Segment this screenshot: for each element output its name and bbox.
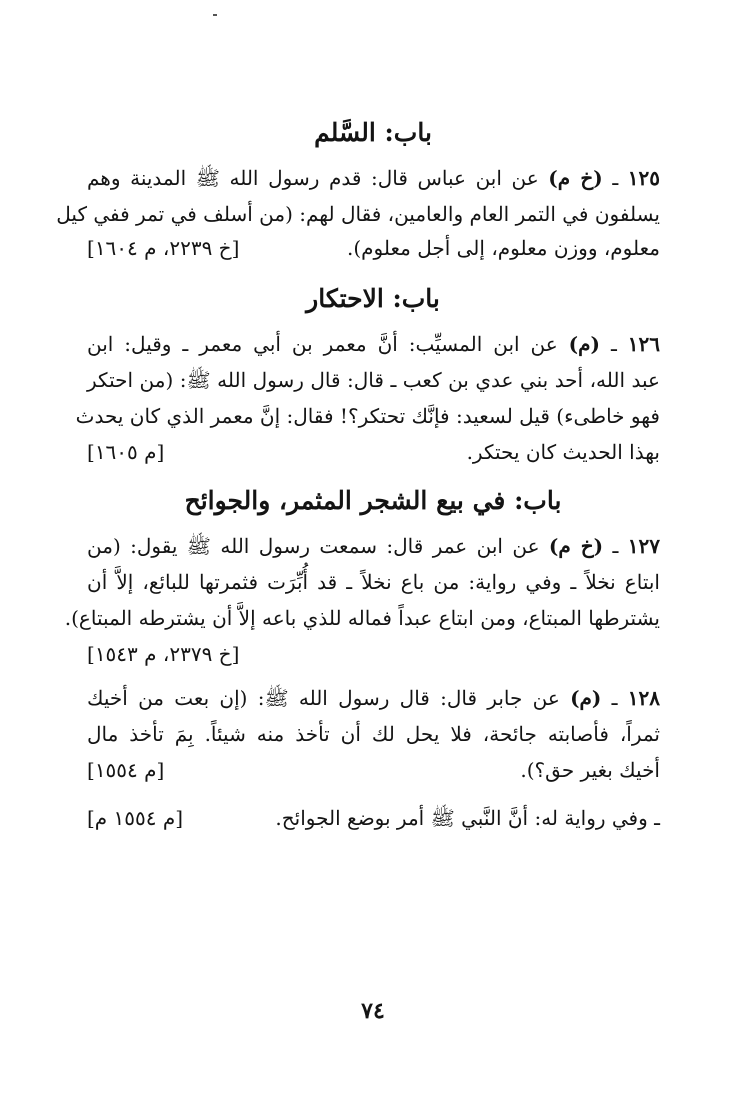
line-text: بهذا الحديث كان يحتكر. bbox=[466, 440, 660, 464]
reference: [خ ٢٢٣٩، م ١٦٠٤] bbox=[87, 236, 240, 260]
line-text: عن ابن عباس قال: قدم رسول الله ﷺ المدينة وهم bbox=[87, 166, 539, 190]
hadith-number: ١٢٥ bbox=[627, 166, 661, 190]
section-heading-ihtikar: باب: الاحتكار bbox=[306, 284, 440, 313]
hadith-126-line-4 bbox=[87, 434, 660, 470]
hadith-128-line-2: ثمراً، فأصابته جائحة، فلا يحل لك أن تأخذ منه شيئاً. بِمَ تأخذ مال bbox=[87, 722, 660, 746]
hadith-127-line-2: ابتاع نخلاً ـ وفي رواية: من باع نخلاً ـ قد أُبِّرَت فثمرتها للبائع، إلاَّ أن bbox=[87, 570, 660, 594]
line-text: معلوم، ووزن معلوم، إلى أجل معلوم). bbox=[347, 236, 660, 260]
hadith-128-line-3 bbox=[87, 752, 660, 788]
reference: [م ١٥٥٤] bbox=[87, 758, 165, 782]
hadith-127-line-1: ١٢٧ ـ (خ م) عن ابن عمر قال: سمعت رسول الله ﷺ يقول: (من bbox=[87, 534, 660, 558]
section-heading-salam: باب: السَّلم bbox=[314, 118, 432, 147]
hadith-125-line-1: ١٢٥ ـ (خ م) عن ابن عباس قال: قدم رسول الله ﷺ المدينة وهم bbox=[87, 166, 661, 190]
hadith-127-line-3: يشترطها المبتاع، ومن ابتاع عبداً فماله للذي باعه إلاَّ أن يشترطه المبتاع). bbox=[64, 606, 660, 630]
reference: [م ١٦٠٥] bbox=[87, 440, 165, 464]
hadith-number: ١٢٨ bbox=[627, 686, 660, 710]
hadith-126-line-2: عبد الله، أحد بني عدي بن كعب ـ قال: قال رسول الله ﷺ: (من احتكر bbox=[87, 368, 660, 392]
line-text: عن ابن المسيِّب: أنَّ معمر بن أبي معمر ـ وقيل: ابن bbox=[87, 332, 558, 356]
section-heading-bay-al-shajar: باب: في بيع الشجر المثمر، والجوائح bbox=[184, 486, 562, 515]
page-number: ٧٤ bbox=[361, 998, 385, 1024]
hadith-number: ١٢٧ bbox=[627, 534, 660, 558]
hadith-128-line-1: ١٢٨ ـ (م) عن جابر قال: قال رسول الله ﷺ: (إن بعت من أخيك bbox=[87, 686, 660, 710]
hadith-126-line-1: ١٢٦ ـ (م) عن ابن المسيِّب: أنَّ معمر بن أبي معمر ـ وقيل: ابن bbox=[87, 332, 661, 356]
hadith-number: ١٢٦ bbox=[627, 332, 661, 356]
source-code: (م) bbox=[570, 686, 602, 710]
hadith-125-line-2: يسلفون في التمر العام والعامين، فقال لهم: (من أسلف في تمر ففي كيل bbox=[56, 202, 660, 226]
hadith-126-line-3: فهو خاطىء) قيل لسعيد: فإنَّك تحتكر؟! فقال: إنَّ معمر الذي كان يحدث bbox=[75, 404, 660, 428]
source-code: (خ م) bbox=[548, 534, 604, 558]
source-code: (م) bbox=[568, 332, 600, 356]
reference: [خ ٢٣٧٩، م ١٥٤٣] bbox=[87, 642, 240, 666]
line-text: أخيك بغير حق؟). bbox=[520, 758, 660, 782]
reference: [م ١٥٥٤ م] bbox=[87, 806, 184, 830]
hadith-128-variant-line bbox=[87, 800, 660, 836]
source-code: (خ م) bbox=[548, 166, 603, 190]
hadith-125-line-3 bbox=[87, 230, 660, 266]
line-text: عن ابن عمر قال: سمعت رسول الله ﷺ يقول: (من bbox=[87, 534, 540, 558]
line-text: عن جابر قال: قال رسول الله ﷺ: (إن بعت من أخيك bbox=[87, 686, 560, 710]
scan-mark bbox=[213, 14, 217, 16]
line-text: ـ وفي رواية له: أنَّ النَّبي ﷺ أمر بوضع الجوائح. bbox=[275, 806, 660, 830]
